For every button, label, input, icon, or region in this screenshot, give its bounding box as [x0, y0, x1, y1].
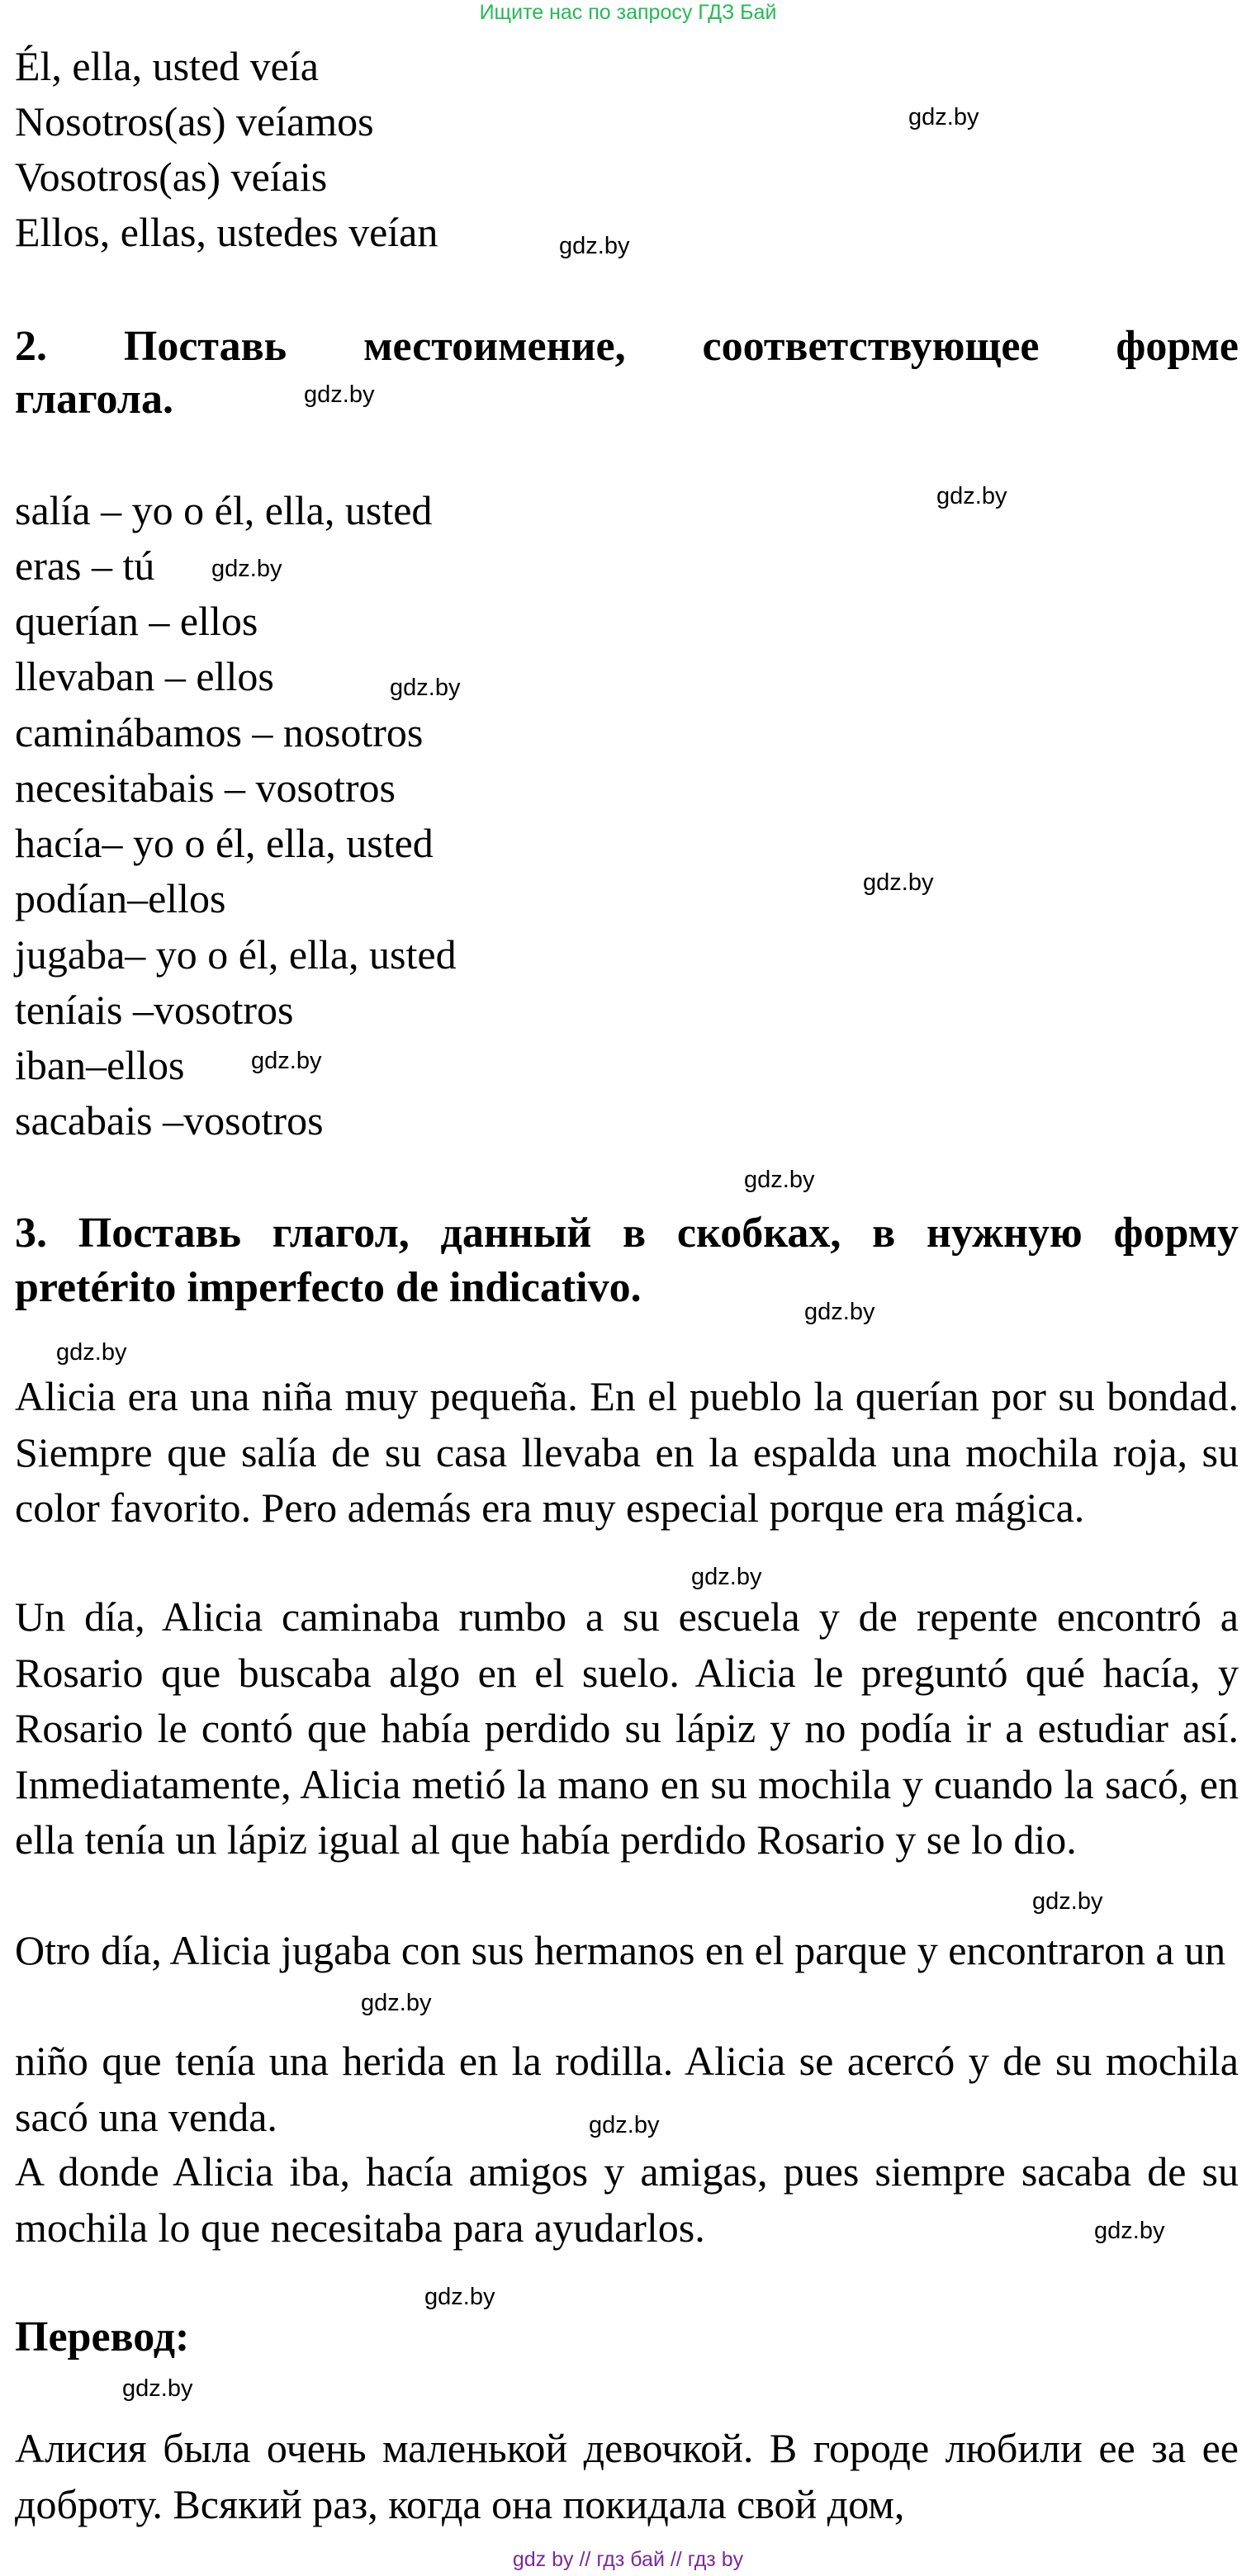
task2-item: podían–ellos	[15, 875, 226, 921]
watermark: gdz.by	[863, 869, 934, 896]
watermark: gdz.by	[559, 233, 630, 259]
conjugation-line: Nosotros(as) veíamos	[15, 98, 374, 144]
story-paragraph-1: Alicia era una niña muy pequeña. En el pueblo la querían por su bondad. Siempre que salía de su casa llevaba en la espalda una mochila roja, su color favorito. Pero además era muy especial porque era mágica.	[15, 1373, 1239, 1531]
watermark: gdz.by	[936, 483, 1007, 509]
task3-heading-cont: pretérito imperfecto de indicativo.	[15, 1264, 642, 1311]
translation-paragraph: Алисия была очень маленькой девочкой. В городе любили ее за ее доброту. Всякий раз, когда она покидала свой дом,	[15, 2425, 1239, 2527]
task3-heading: 3. Поставь глагол, данный в скобках, в нужную форму	[15, 1210, 1239, 1257]
task2-item: necesitabais – vosotros	[15, 765, 396, 811]
watermark: gdz.by	[691, 1564, 762, 1590]
task2-heading: 2. Поставь местоимение, соответствующее форме	[15, 323, 1239, 370]
watermark: gdz.by	[56, 1339, 127, 1366]
task2-item: caminábamos – nosotros	[15, 709, 424, 755]
watermark: gdz.by	[744, 1167, 815, 1193]
task2-item: llevaban – ellos	[15, 653, 274, 699]
footer-links[interactable]: gdz by // гдз бай // гдз by	[512, 2548, 744, 2571]
watermark: gdz.by	[589, 2112, 660, 2138]
watermark: gdz.by	[122, 2375, 193, 2402]
conjugation-line: Él, ella, usted veía	[15, 43, 319, 89]
task2-item: iban–ellos	[15, 1042, 185, 1088]
translation-heading: Перевод:	[15, 2313, 190, 2361]
conjugation-line: Vosotros(as) veíais	[15, 154, 328, 200]
watermark: gdz.by	[908, 104, 979, 130]
story-paragraph-2: Un día, Alicia caminaba rumbo a su escuela y de repente encontró a Rosario que buscaba algo en el suelo. Alicia le preguntó qué hacía, y Rosario le contó que había perdido su lápiz y no podía ir a estudiar así. Inmediatamente, Alicia metió la mano en su mochila y cuando la sacó, en ella tenía un lápiz igual al que había perdido Rosario y se lo dio.	[15, 1593, 1239, 1863]
watermark: gdz.by	[390, 675, 461, 701]
watermark: gdz.by	[1032, 1888, 1103, 1915]
task2-item: sacabais –vosotros	[15, 1097, 324, 1144]
task2-item: salía – yo o él, ella, usted	[15, 487, 433, 533]
story-paragraph-3b: niño que tenía una herida en la rodilla. Alicia se acercó y de su mochila sacó una venda.	[15, 2038, 1239, 2140]
watermark: gdz.by	[424, 2284, 495, 2310]
task2-item: eras – tú	[15, 542, 155, 589]
task2-item: jugaba– yo o él, ella, usted	[15, 931, 457, 978]
task2-item: hacía– yo o él, ella, usted	[15, 820, 434, 866]
conjugation-line: Ellos, ellas, ustedes veían	[15, 209, 438, 255]
task2-item: teníais –vosotros	[15, 987, 294, 1033]
top-banner[interactable]: Ищите нас по запросу ГДЗ Бай	[479, 1, 777, 24]
watermark: gdz.by	[804, 1299, 875, 1325]
watermark: gdz.by	[361, 1990, 432, 2016]
story-paragraph-3a: Otro día, Alicia jugaba con sus hermanos en el parque y encontraron a un	[15, 1927, 1226, 1973]
task2-item: querían – ellos	[15, 598, 258, 644]
task2-heading-cont: глагола.	[15, 376, 173, 423]
watermark: gdz.by	[211, 556, 282, 582]
story-paragraph-4: A donde Alicia iba, hacía amigos y amigas, pues siempre sacaba de su mochila lo que necesitaba para ayudarlos.	[15, 2148, 1239, 2251]
watermark: gdz.by	[304, 381, 375, 408]
watermark: gdz.by	[1094, 2218, 1165, 2244]
watermark: gdz.by	[251, 1048, 322, 1074]
